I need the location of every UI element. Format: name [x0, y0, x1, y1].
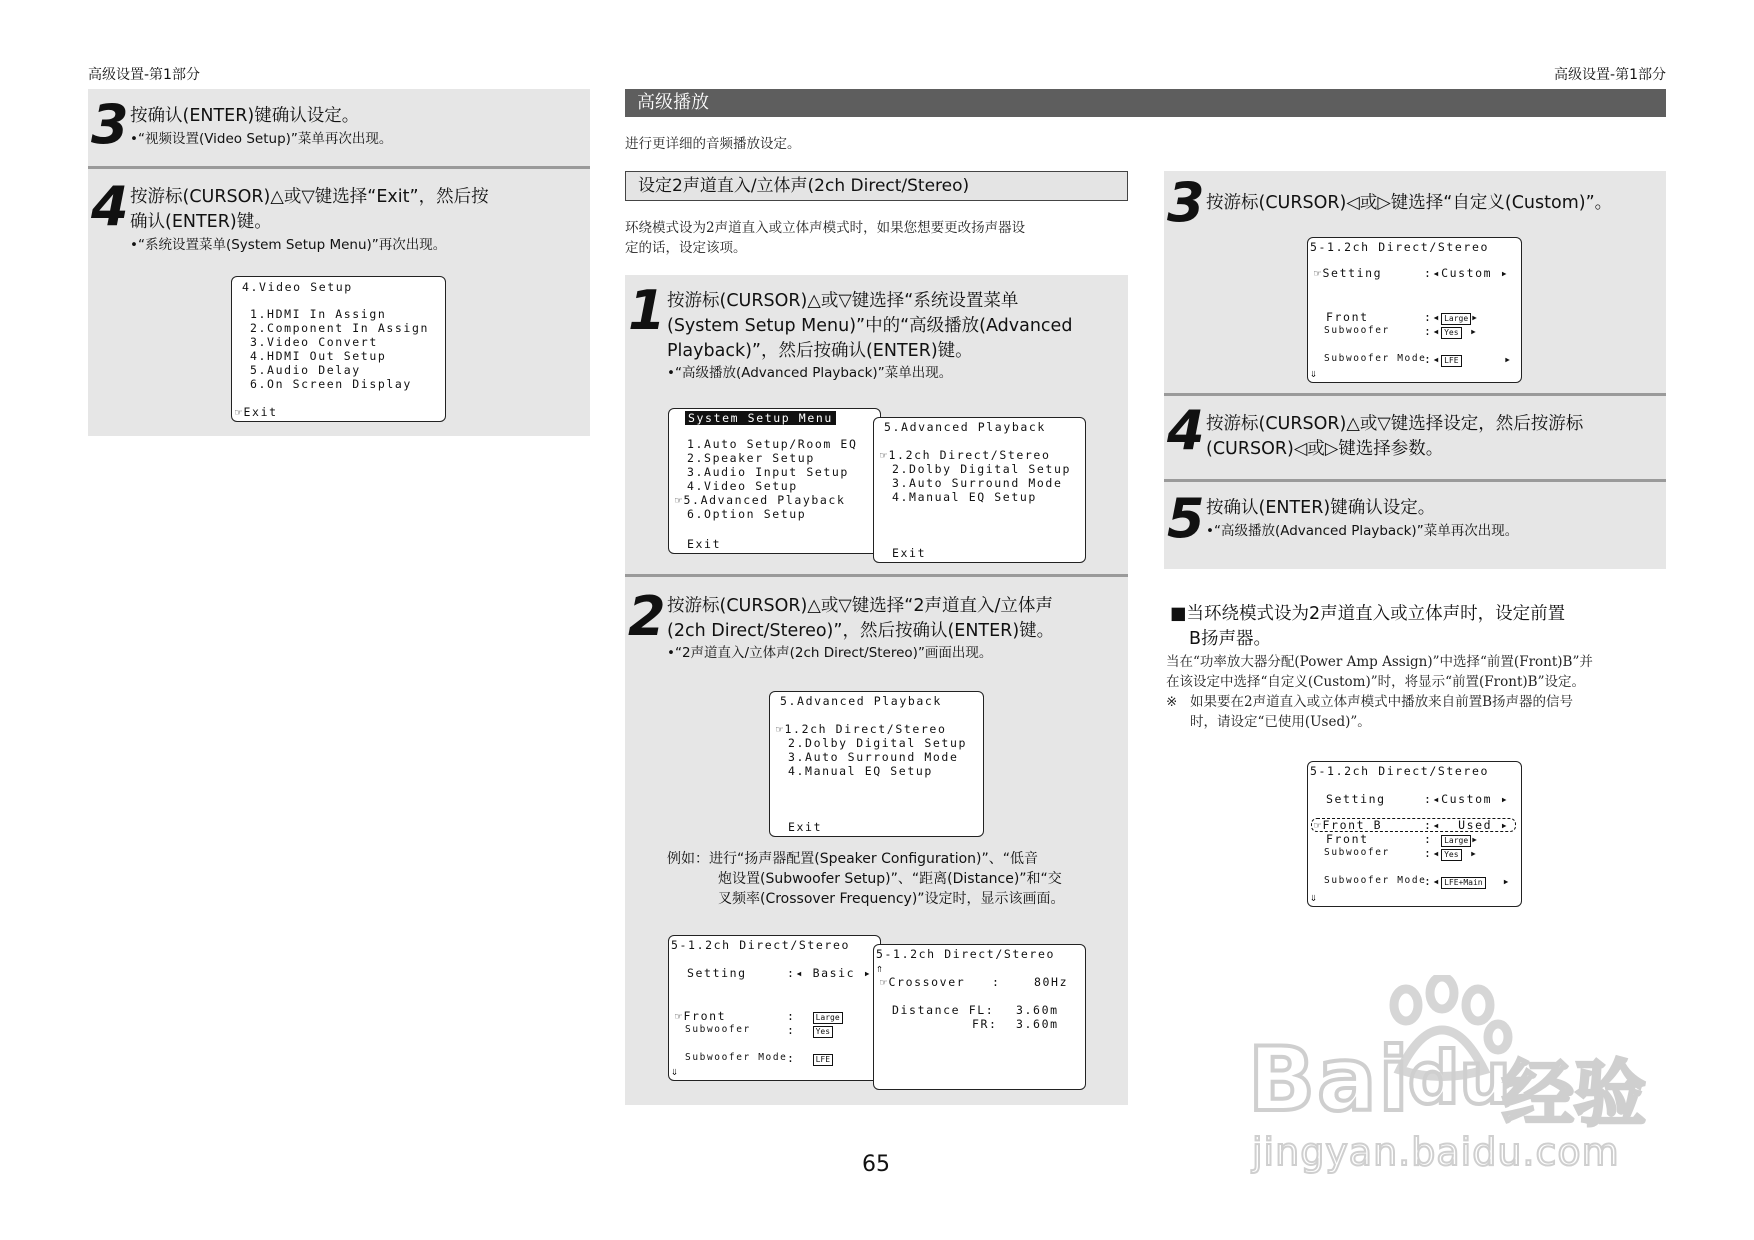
- osd-menu-item: 2.Speaker Setup: [687, 451, 815, 465]
- osd-subwoofer-mode-label: Subwoofer Mode: [1324, 353, 1427, 364]
- osd-menu-item: 4.Manual EQ Setup: [788, 764, 933, 778]
- osd-title: 5-1.2ch Direct/Stereo: [876, 947, 1055, 961]
- note-text: 如果要在2声道直入或立体声模式中播放来自前置B扬声器的信号: [1190, 694, 1574, 710]
- step-number: 4: [91, 175, 129, 238]
- osd-menu-item: 2.Component In Assign: [250, 321, 429, 335]
- osd-setting-value-text: Custom: [1441, 266, 1493, 280]
- step-instruction: Playback)”，然后按确认(ENTER)键。: [667, 341, 973, 361]
- osd-front-value: :◂ Large ▸: [1424, 310, 1480, 324]
- osd-setting-value-text: Basic: [812, 966, 856, 980]
- osd-front-b-value-text: Used: [1458, 818, 1493, 832]
- osd-menu-item-selected: ☞1.2ch Direct/Stereo: [776, 722, 947, 736]
- step-separator: [1164, 479, 1666, 482]
- osd-colon: :: [992, 975, 1001, 989]
- note-text: 当在“功率放大器分配(Power Amp Assign)”中选择“前置(Front)B”并: [1166, 654, 1593, 670]
- osd-advanced-playback-menu: [873, 417, 1086, 563]
- section-intro: 进行更详细的音频播放设定。: [625, 136, 801, 152]
- subsection-description: 定的话，设定该项。: [625, 240, 747, 256]
- osd-subwoofer-value: :◂ Yes ▸: [1424, 324, 1479, 338]
- osd-subwoofer-mode-label: Subwoofer Mode: [1324, 875, 1427, 886]
- osd-exit: Exit: [687, 537, 722, 551]
- step-separator: [88, 166, 590, 169]
- osd-menu-item: 1.Auto Setup/Room EQ: [687, 437, 858, 451]
- osd-system-setup-menu: [668, 408, 881, 554]
- osd-setting-label: Setting: [687, 966, 747, 980]
- osd-subwoofer-value: : Yes: [787, 1023, 833, 1038]
- step-instruction: 按游标(CURSOR)△或▽键选择“Exit”，然后按: [130, 187, 489, 207]
- osd-menu-item: 4.Video Setup: [687, 479, 798, 493]
- osd-subwoofer-mode-value-text: LFE: [813, 1054, 833, 1066]
- osd-advanced-playback-menu: [769, 691, 984, 837]
- osd-front-label: Front: [1326, 310, 1369, 324]
- osd-menu-item: 2.Dolby Digital Setup: [788, 736, 967, 750]
- osd-front-value: : Large: [787, 1009, 843, 1024]
- osd-distance-label: Distance FL:: [892, 1003, 995, 1017]
- osd-front-value-text: Large: [813, 1012, 843, 1024]
- scroll-down-arrow-icon: ⇓: [1310, 366, 1319, 380]
- osd-front-value-text: Large: [1441, 835, 1471, 847]
- step-instruction: (2ch Direct/Stereo)”，然后按确认(ENTER)键。: [667, 621, 1055, 641]
- note-heading: B扬声器。: [1189, 629, 1272, 649]
- osd-exit: Exit: [892, 546, 927, 560]
- step-separator: [1164, 393, 1666, 396]
- osd-distance-fr-label: FR:: [972, 1017, 998, 1031]
- section-title-bar: 高级播放: [625, 89, 1666, 117]
- step-number: 2: [628, 585, 666, 648]
- osd-crossover-value: 80Hz: [1034, 975, 1069, 989]
- subsection-title-bar: 设定2声道直入/立体声(2ch Direct/Stereo): [625, 171, 1128, 201]
- osd-menu-item: 6.On Screen Display: [250, 377, 412, 391]
- osd-direct-stereo-custom: [1307, 237, 1522, 383]
- step-instruction: 确认(ENTER)键。: [130, 212, 272, 232]
- osd-front-b-label: ☞Front B: [1314, 818, 1383, 832]
- step-note: •“系统设置菜单(System Setup Menu)”再次出现。: [130, 237, 447, 253]
- watermark-brand: Bai: [1248, 1028, 1411, 1131]
- watermark-cn: 经验: [1502, 1052, 1647, 1136]
- page-header-left: 高级设置-第1部分: [88, 67, 200, 83]
- page-number: 65: [862, 1152, 890, 1177]
- osd-crossover-label: ☞Crossover: [880, 975, 966, 989]
- scroll-down-arrow-icon: ⇓: [1310, 890, 1319, 904]
- osd-menu-item-selected: ☞1.2ch Direct/Stereo: [880, 448, 1051, 462]
- osd-menu-item: 5.Audio Delay: [250, 363, 361, 377]
- osd-subwoofer-value-text: Yes: [813, 1026, 833, 1038]
- example-text: 例如：进行“扬声器配置(Speaker Configuration)”、“低音: [667, 851, 1039, 867]
- step-instruction: (CURSOR)◁或▷键选择参数。: [1206, 439, 1444, 459]
- page-header-right: 高级设置-第1部分: [1554, 67, 1666, 83]
- step-instruction: 按确认(ENTER)键确认设定。: [130, 106, 360, 126]
- osd-menu-item: 3.Auto Surround Mode: [892, 476, 1063, 490]
- step-instruction: 按游标(CURSOR)△或▽键选择设定，然后按游标: [1206, 414, 1584, 434]
- osd-title: 5-1.2ch Direct/Stereo: [1310, 240, 1489, 254]
- osd-video-setup-screen: [231, 276, 446, 422]
- osd-menu-item: 2.Dolby Digital Setup: [892, 462, 1071, 476]
- osd-subwoofer-mode-value: :◂ LFE+Main ▸: [1424, 874, 1512, 888]
- osd-menu-item: 6.Option Setup: [687, 507, 807, 521]
- osd-setting-value: :◂Custom ▸: [1424, 792, 1510, 806]
- osd-menu-item: 3.Audio Input Setup: [687, 465, 849, 479]
- osd-front-b-value: :◂ Used ▸: [1424, 818, 1510, 832]
- osd-subwoofer-value: :◂ Yes ▸: [1424, 846, 1479, 860]
- step-number: 1: [628, 279, 666, 342]
- example-text: 炮设置(Subwoofer Setup)”、“距离(Distance)”和“交: [718, 871, 1062, 887]
- osd-exit: ☞Exit: [235, 405, 278, 419]
- step-instruction: 按游标(CURSOR)△或▽键选择“系统设置菜单: [667, 291, 1019, 311]
- osd-front-label: Front: [1326, 832, 1369, 846]
- osd-menu-item: 1.HDMI In Assign: [250, 307, 387, 321]
- step-note: •“高级播放(Advanced Playback)”菜单出现。: [667, 365, 953, 381]
- osd-title: System Setup Menu: [685, 411, 836, 425]
- osd-direct-stereo-basic: [668, 935, 881, 1081]
- scroll-down-arrow-icon: ⇓: [671, 1064, 680, 1078]
- note-text: 时，请设定“已使用(Used)”。: [1190, 714, 1371, 730]
- watermark-brand-du: du: [1408, 1036, 1511, 1120]
- osd-front-label: ☞Front: [675, 1009, 727, 1023]
- osd-exit: Exit: [788, 820, 823, 834]
- step-note: •“高级播放(Advanced Playback)”菜单再次出现。: [1206, 523, 1519, 539]
- osd-menu-item: 3.Video Convert: [250, 335, 378, 349]
- note-mark: ※: [1166, 694, 1178, 710]
- osd-title: 4.Video Setup: [242, 280, 353, 294]
- step-number: 4: [1167, 399, 1205, 462]
- osd-subwoofer-value-text: Yes: [1441, 849, 1461, 861]
- osd-distance-fl-value: 3.60m: [1016, 1003, 1059, 1017]
- step-instruction: 按确认(ENTER)键确认设定。: [1206, 498, 1436, 518]
- osd-menu-item: 4.Manual EQ Setup: [892, 490, 1037, 504]
- osd-subwoofer-label: Subwoofer: [1324, 847, 1390, 858]
- osd-menu-item: 3.Auto Surround Mode: [788, 750, 959, 764]
- osd-title: 5-1.2ch Direct/Stereo: [671, 938, 850, 952]
- osd-title: 5.Advanced Playback: [780, 694, 942, 708]
- osd-subwoofer-label: Subwoofer: [1324, 325, 1390, 336]
- osd-distance-fr-value: 3.60m: [1016, 1017, 1059, 1031]
- osd-title: 5.Advanced Playback: [884, 420, 1046, 434]
- step-number: 5: [1167, 487, 1205, 550]
- osd-subwoofer-mode-value-text: LFE: [1441, 355, 1461, 367]
- step-number: 3: [1167, 171, 1205, 234]
- osd-menu-item-selected: ☞5.Advanced Playback: [675, 493, 846, 507]
- step-number: 3: [91, 93, 129, 156]
- subsection-description: 环绕模式设为2声道直入或立体声模式时，如果您想要更改扬声器设: [625, 220, 1026, 236]
- note-heading: ■当环绕模式设为2声道直入或立体声时，设定前置: [1170, 604, 1566, 624]
- step-note: •“视频设置(Video Setup)”菜单再次出现。: [130, 131, 393, 147]
- osd-direct-stereo-crossover: [873, 944, 1086, 1090]
- osd-menu-item: 4.HDMI Out Setup: [250, 349, 387, 363]
- osd-subwoofer-mode-value: :◂ LFE ▸: [1424, 352, 1513, 366]
- osd-direct-stereo-front-b: [1307, 761, 1522, 907]
- step-instruction: 按游标(CURSOR)△或▽键选择“2声道直入/立体声: [667, 596, 1053, 616]
- watermark-url: jingyan.baidu.com: [1252, 1130, 1620, 1174]
- osd-subwoofer-value-text: Yes: [1441, 327, 1461, 339]
- example-text: 叉频率(Crossover Frequency)”设定时，显示该画面。: [718, 891, 1065, 907]
- osd-setting-value: :◂ Basic ▸: [787, 966, 873, 980]
- step-note: •“2声道直入/立体声(2ch Direct/Stereo)”画面出现。: [667, 645, 993, 661]
- step-instruction: (System Setup Menu)”中的“高级播放(Advanced: [667, 316, 1073, 336]
- step-instruction: 按游标(CURSOR)◁或▷键选择“自定义(Custom)”。: [1206, 193, 1613, 213]
- osd-front-value: : Large ▸: [1424, 832, 1480, 846]
- note-text: 在该设定中选择“自定义(Custom)”时，将显示“前置(Front)B”设定。: [1166, 674, 1585, 690]
- osd-subwoofer-label: Subwoofer: [685, 1024, 751, 1035]
- osd-subwoofer-mode-value-text: LFE+Main: [1441, 877, 1486, 889]
- scroll-up-arrow-icon: ⇑: [876, 961, 885, 975]
- osd-front-value-text: Large: [1441, 313, 1471, 325]
- osd-setting-value: :◂Custom ▸: [1424, 266, 1510, 280]
- osd-subwoofer-mode-value: : LFE: [787, 1051, 833, 1066]
- osd-setting-label: Setting: [1326, 792, 1386, 806]
- step-separator: [625, 574, 1128, 577]
- osd-setting-label: ☞Setting: [1314, 266, 1383, 280]
- osd-setting-value-text: Custom: [1441, 792, 1493, 806]
- osd-title: 5-1.2ch Direct/Stereo: [1310, 764, 1489, 778]
- osd-subwoofer-mode-label: Subwoofer Mode: [685, 1052, 788, 1063]
